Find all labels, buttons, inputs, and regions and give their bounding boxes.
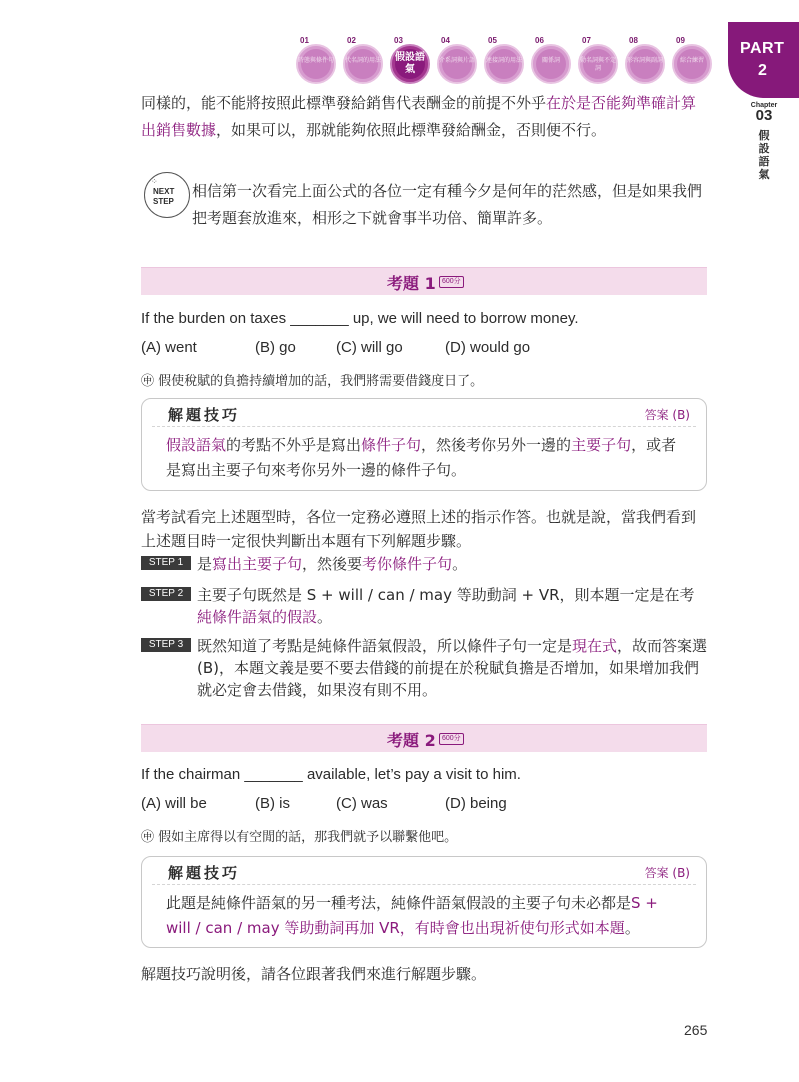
step-text-a: 是 bbox=[197, 555, 213, 573]
step-2 bbox=[141, 584, 709, 628]
solution-highlight: 假設語氣 bbox=[166, 436, 227, 454]
question-2-option-c: (C) was bbox=[336, 795, 388, 812]
chapter-number: 01 bbox=[300, 36, 309, 45]
solution-title: 解題技巧 bbox=[168, 864, 241, 882]
part-tab bbox=[728, 22, 799, 98]
question-2-solution-box bbox=[141, 856, 707, 948]
solution-highlight: 條件子句 bbox=[361, 436, 422, 454]
step-text-b: 。 bbox=[317, 608, 333, 626]
question-1-title: 考題 1 bbox=[387, 274, 436, 293]
chapter-tab-03-active[interactable] bbox=[386, 36, 430, 86]
question-1-sentence: If the burden on taxes _______ up, we will need to borrow money. bbox=[141, 310, 579, 327]
chapter-circle bbox=[296, 44, 336, 84]
chapter-number: 04 bbox=[441, 36, 450, 45]
question-2-score-badge: 600分 bbox=[439, 733, 464, 745]
next-step-icon bbox=[144, 172, 190, 218]
chapter-navigation bbox=[292, 36, 724, 86]
chapter-circle bbox=[578, 44, 618, 84]
chapter-number: 05 bbox=[488, 36, 497, 45]
step-text-c: 。 bbox=[452, 555, 468, 573]
solution-highlight: 主要子句 bbox=[571, 436, 632, 454]
question-1-banner bbox=[141, 267, 707, 295]
next-step-word-1: NEXT bbox=[153, 187, 175, 196]
intro-highlight: 在於是否能夠準確計算出銷售數據 bbox=[141, 94, 697, 139]
chapter-label: 動名詞與不定詞 bbox=[580, 57, 617, 72]
step-tag: STEP 2 bbox=[141, 587, 191, 601]
part-word: PART bbox=[740, 40, 785, 57]
question-1-option-c: (C) will go bbox=[336, 339, 403, 356]
sparkle-icon: ⁘ bbox=[151, 177, 158, 186]
chapter-circle bbox=[484, 44, 524, 84]
question-1-score-badge: 600分 bbox=[439, 276, 464, 288]
solution-text: 此題是純條件語氣的另一種考法，純條件語氣假設的主要子句未必都是 bbox=[166, 894, 632, 912]
side-chapter-label: Chapter bbox=[750, 102, 778, 109]
chapter-tab-07[interactable] bbox=[574, 36, 618, 86]
next-step-paragraph: 相信第一次看完上面公式的各位一定有種今夕是何年的茫然感，但是如果我們把考題套放進來，相形之下就會事半功倍、簡單許多。 bbox=[192, 182, 703, 227]
intro-text-a: 同樣的，能不能將按照此標準發給銷售代表酬金的前提不外乎 bbox=[141, 94, 547, 112]
solution-text: ，然後考你另外一邊的 bbox=[421, 436, 572, 454]
step-tag: STEP 3 bbox=[141, 638, 191, 652]
chapter-circle bbox=[672, 44, 712, 84]
side-chapter-marker bbox=[744, 102, 784, 181]
solution-title: 解題技巧 bbox=[168, 406, 241, 424]
side-chapter-number: 03 bbox=[755, 107, 773, 124]
chapter-tab-05[interactable] bbox=[480, 36, 524, 86]
question-2-translation: ㊥ 假如主席得以有空閒的話，那我們就予以聯繫他吧。 bbox=[141, 830, 458, 845]
step-text-b: ，然後要 bbox=[302, 555, 363, 573]
solution-body bbox=[142, 427, 706, 483]
chapter-circle bbox=[437, 44, 477, 84]
chapter-label: 假設語氣 bbox=[395, 52, 425, 75]
question-1-option-b: (B) go bbox=[255, 339, 296, 356]
step-text-a: 主要子句既然是 S + will / can / may 等助動詞 + VR，則本題一定是在考 bbox=[197, 586, 695, 604]
chapter-tab-08[interactable] bbox=[621, 36, 665, 86]
step-text bbox=[197, 553, 709, 575]
chapter-number: 07 bbox=[582, 36, 591, 45]
chapter-number: 09 bbox=[676, 36, 685, 45]
question-1-translation: ㊥ 假使稅賦的負擔持續增加的話，我們將需要借錢度日了。 bbox=[141, 374, 484, 389]
step-text bbox=[197, 635, 709, 701]
chapter-tab-06[interactable] bbox=[527, 36, 571, 86]
bridge-paragraph: 當考試看完上述題型時，各位一定務必遵照上述的指示作答。也就是說，當我們看到上述題目時一定很快判斷出本題有下列解題步驟。 bbox=[141, 508, 697, 550]
chapter-tab-02[interactable] bbox=[339, 36, 383, 86]
question-2-option-d: (D) being bbox=[445, 795, 507, 812]
step-highlight: 寫出主要子句 bbox=[212, 555, 303, 573]
solution-highlight: S + will / can / may 等助動詞再加 VR，有時會也出現祈使句形式如本題 bbox=[166, 894, 658, 937]
chapter-tab-09[interactable] bbox=[668, 36, 712, 86]
chapter-number: 08 bbox=[629, 36, 638, 45]
step-3 bbox=[141, 635, 709, 701]
chapter-number: 02 bbox=[347, 36, 356, 45]
question-1-option-d: (D) would go bbox=[445, 339, 531, 356]
chapter-label: 介系詞與片語 bbox=[439, 57, 476, 64]
chapter-label: 代名詞的用法 bbox=[345, 57, 382, 64]
chapter-tab-04[interactable] bbox=[433, 36, 477, 86]
step-text-b: ，故而答案選 (B)，本題文義是要不要去借錢的前提在於稅賦負擔是否增加，如果增加我們就必定會去借錢，如果沒有則不用。 bbox=[197, 637, 708, 699]
chapter-label: 綜合練習 bbox=[679, 57, 704, 64]
question-2-banner bbox=[141, 724, 707, 752]
question-2-option-a: (A) will be bbox=[141, 795, 207, 812]
part-number: 2 bbox=[758, 62, 767, 79]
chapter-label: 時態與條件句 bbox=[298, 57, 335, 64]
chapter-circle bbox=[531, 44, 571, 84]
solution-answer: 答案 (B) bbox=[644, 408, 690, 422]
question-1-solution-box bbox=[141, 398, 707, 491]
solution-header bbox=[152, 857, 696, 885]
solution-body bbox=[142, 885, 706, 941]
step-text-a: 既然知道了考點是純條件語氣假設，所以條件子句一定是 bbox=[197, 637, 573, 655]
side-chapter-title: 假設語氣 bbox=[758, 129, 770, 181]
step-highlight: 現在式 bbox=[572, 637, 618, 655]
closing-paragraph: 解題技巧說明後，請各位跟著我們來進行解題步驟。 bbox=[141, 965, 487, 983]
question-2-option-b: (B) is bbox=[255, 795, 290, 812]
intro-text-b: ，如果可以，那就能夠依照此標準發給酬金，否則便不行。 bbox=[216, 121, 607, 139]
question-2-sentence: If the chairman _______ available, let’s pay a visit to him. bbox=[141, 766, 521, 783]
solution-text: 的考點不外乎是寫出 bbox=[226, 436, 362, 454]
step-text bbox=[197, 584, 709, 628]
chapter-circle bbox=[343, 44, 383, 84]
chapter-label: 關係詞 bbox=[541, 57, 560, 64]
step-tag: STEP 1 bbox=[141, 556, 191, 570]
step-highlight: 考你條件子句 bbox=[362, 555, 453, 573]
step-highlight: 純條件語氣的假設 bbox=[197, 608, 318, 626]
page-number: 265 bbox=[684, 1022, 708, 1038]
intro-paragraph bbox=[141, 90, 709, 144]
chapter-circle bbox=[390, 44, 430, 84]
solution-text: ，或者是寫出主要子句來考你另外一邊的條件子句。 bbox=[166, 436, 677, 479]
next-step-word-2: STEP bbox=[153, 197, 174, 206]
chapter-label: 形容詞與副詞 bbox=[627, 57, 664, 64]
step-1 bbox=[141, 553, 709, 575]
chapter-label: 連接詞的用法 bbox=[486, 57, 523, 64]
chapter-number: 03 bbox=[394, 36, 403, 45]
question-2-title: 考題 2 bbox=[387, 731, 436, 750]
chapter-circle bbox=[625, 44, 665, 84]
solution-header bbox=[152, 399, 696, 427]
chapter-tab-01[interactable] bbox=[292, 36, 336, 86]
chapter-number: 06 bbox=[535, 36, 544, 45]
question-1-option-a: (A) went bbox=[141, 339, 197, 356]
solution-text: 。 bbox=[624, 919, 640, 937]
solution-answer: 答案 (B) bbox=[644, 866, 690, 880]
